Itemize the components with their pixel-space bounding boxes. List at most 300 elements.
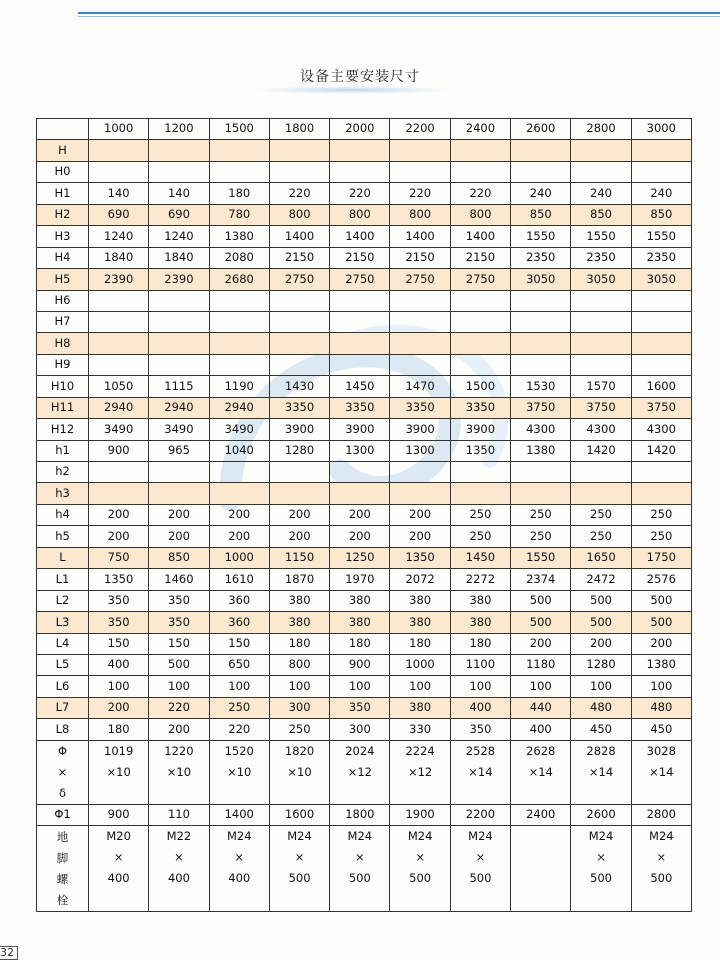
table-cell <box>390 311 450 332</box>
table-cell: 380 <box>330 612 390 633</box>
table-cell <box>390 354 450 375</box>
table-cell: 1600 <box>631 376 691 397</box>
table-cell: 3900 <box>269 419 329 440</box>
table-cell: 250 <box>450 504 510 525</box>
table-cell: 350 <box>89 612 149 633</box>
table-cell: 450 <box>571 719 631 740</box>
cell-line: × <box>355 850 365 865</box>
installation-dimensions-table <box>36 118 692 912</box>
table-cell: 3350 <box>450 397 510 418</box>
table-cell: 250 <box>269 719 329 740</box>
table-cell: 200 <box>269 504 329 525</box>
table-row <box>37 419 692 440</box>
table-cell: 1400 <box>269 226 329 247</box>
table-cell <box>571 740 631 804</box>
table-cell <box>631 483 691 504</box>
table-cell <box>269 290 329 311</box>
table-cell <box>149 140 209 161</box>
table-cell: 140 <box>89 183 149 204</box>
table-cell <box>631 354 691 375</box>
table-cell: 500 <box>149 654 209 675</box>
table-cell: 1380 <box>209 226 269 247</box>
table-cell: 1350 <box>89 569 149 590</box>
row-label: L1 <box>37 569 89 590</box>
page-title: 设备主要安装尺寸 <box>300 69 420 85</box>
table-cell: 1350 <box>450 440 510 461</box>
table-cell: 3490 <box>209 419 269 440</box>
table-cell <box>269 462 329 483</box>
table-cell <box>330 161 390 182</box>
table-cell <box>149 354 209 375</box>
table-cell: 1750 <box>631 547 691 568</box>
table-cell: 1100 <box>450 654 510 675</box>
cell-line: 1220 <box>164 743 194 758</box>
table-cell: 220 <box>269 183 329 204</box>
row-label-line: × <box>57 764 68 779</box>
table-cell <box>209 161 269 182</box>
row-label: H3 <box>37 226 89 247</box>
table-cell: 100 <box>450 676 510 697</box>
table-cell <box>511 161 571 182</box>
table-cell: 180 <box>89 719 149 740</box>
table-cell <box>89 740 149 804</box>
table-cell: 800 <box>269 204 329 225</box>
table-cell <box>269 483 329 504</box>
table-cell <box>450 290 510 311</box>
table-cell <box>149 740 209 804</box>
table-row <box>37 161 692 182</box>
row-label: H8 <box>37 333 89 354</box>
table-cell <box>390 140 450 161</box>
table-cell: 1250 <box>330 547 390 568</box>
table-cell: 3490 <box>149 419 209 440</box>
table-cell: 200 <box>631 633 691 654</box>
table-cell: 250 <box>209 697 269 718</box>
table-cell <box>149 161 209 182</box>
cell-line: ×10 <box>166 764 192 779</box>
table-cell: 2600 <box>571 804 631 825</box>
table-cell: 350 <box>450 719 510 740</box>
table-cell <box>390 740 450 804</box>
table-cell: 1240 <box>89 226 149 247</box>
table-cell: 240 <box>631 183 691 204</box>
phi1-row <box>37 804 692 825</box>
corner-cell <box>37 119 89 140</box>
row-label: L2 <box>37 590 89 611</box>
cell-line: ×10 <box>287 764 312 779</box>
table-row <box>37 569 692 590</box>
cell-line: × <box>294 850 305 865</box>
cell-line: 400 <box>167 871 190 886</box>
table-cell: 380 <box>390 612 450 633</box>
row-label: H4 <box>37 247 89 268</box>
cell-line: ×14 <box>649 764 674 779</box>
table-cell: 200 <box>89 526 149 547</box>
table-cell: 350 <box>149 612 209 633</box>
cell-line: 1019 <box>104 743 134 758</box>
table-cell: 330 <box>390 719 450 740</box>
table-cell: 2940 <box>209 397 269 418</box>
cell-line: 500 <box>590 871 612 886</box>
table-cell: 200 <box>89 697 149 718</box>
row-label-line: 栓 <box>56 892 69 907</box>
cell-line: 500 <box>409 871 432 886</box>
header-row <box>37 119 692 140</box>
table-cell: 100 <box>89 676 149 697</box>
cell-line: M22 <box>166 829 192 844</box>
table-cell: 1400 <box>330 226 390 247</box>
cell-line: 500 <box>288 871 311 886</box>
table-cell: 1550 <box>631 226 691 247</box>
table-cell <box>511 333 571 354</box>
row-label-line: δ <box>58 785 67 800</box>
table-cell <box>631 826 691 912</box>
table-cell: 1650 <box>571 547 631 568</box>
table-row <box>37 397 692 418</box>
table-cell: 1550 <box>511 547 571 568</box>
column-header: 2400 <box>450 119 510 140</box>
table-cell: 180 <box>269 633 329 654</box>
phi-row <box>37 740 692 804</box>
row-label-line: 脚 <box>56 850 69 865</box>
table-cell: 500 <box>511 590 571 611</box>
table-row <box>37 483 692 504</box>
table-cell: 380 <box>330 590 390 611</box>
table-cell <box>269 311 329 332</box>
table-cell: 3050 <box>631 269 691 290</box>
table-cell: 200 <box>571 633 631 654</box>
table-cell: 100 <box>390 676 450 697</box>
cell-line: 2224 <box>405 743 435 758</box>
table-cell: 1430 <box>269 376 329 397</box>
table-cell: 2272 <box>450 569 510 590</box>
table-cell <box>631 140 691 161</box>
table-cell: 220 <box>450 183 510 204</box>
table-row <box>37 504 692 525</box>
table-cell: 250 <box>631 526 691 547</box>
table-cell: 3900 <box>450 419 510 440</box>
cell-line: M24 <box>468 829 493 844</box>
table-cell <box>89 333 149 354</box>
table-cell <box>631 311 691 332</box>
table-cell <box>511 740 571 804</box>
table-cell: 1050 <box>89 376 149 397</box>
table-cell: 2390 <box>89 269 149 290</box>
cell-line: M24 <box>287 829 312 844</box>
table-cell: 1460 <box>149 569 209 590</box>
table-cell: 2374 <box>511 569 571 590</box>
table-cell <box>390 290 450 311</box>
table-cell <box>209 462 269 483</box>
table-row <box>37 462 692 483</box>
table-cell <box>330 290 390 311</box>
table-cell: 100 <box>269 676 329 697</box>
cell-line: 1520 <box>224 743 254 758</box>
table-cell: 500 <box>631 612 691 633</box>
table-cell <box>511 826 571 912</box>
table-row <box>37 204 692 225</box>
table-cell <box>89 161 149 182</box>
table-cell: 1610 <box>209 569 269 590</box>
row-label: L7 <box>37 697 89 718</box>
table-cell <box>149 333 209 354</box>
table-cell: 200 <box>330 526 390 547</box>
table-cell: 1280 <box>571 654 631 675</box>
table-cell <box>269 354 329 375</box>
table-cell: 1240 <box>149 226 209 247</box>
table-cell: 1600 <box>269 804 329 825</box>
table-cell <box>330 311 390 332</box>
table-cell: 500 <box>511 612 571 633</box>
table-cell <box>511 290 571 311</box>
table-cell: 850 <box>571 204 631 225</box>
table-cell: 3050 <box>571 269 631 290</box>
table-cell: 2200 <box>450 804 510 825</box>
cell-line: 500 <box>650 871 673 886</box>
table-cell <box>571 333 631 354</box>
row-label: H9 <box>37 354 89 375</box>
table-cell: 750 <box>89 547 149 568</box>
table-cell: 850 <box>631 204 691 225</box>
table-cell <box>89 826 149 912</box>
table-row <box>37 633 692 654</box>
table-cell: 1450 <box>450 547 510 568</box>
table-cell: 1000 <box>390 654 450 675</box>
table-row <box>37 612 692 633</box>
row-label: h4 <box>37 504 89 525</box>
table-cell <box>390 333 450 354</box>
row-label: h2 <box>37 462 89 483</box>
row-label: H5 <box>37 269 89 290</box>
table-cell: 1450 <box>330 376 390 397</box>
cell-line: × <box>656 850 667 865</box>
cell-line: ×14 <box>528 764 553 779</box>
table-cell: 1530 <box>511 376 571 397</box>
table-row <box>37 697 692 718</box>
table-cell: 2080 <box>209 247 269 268</box>
table-cell <box>571 290 631 311</box>
row-label: H6 <box>37 290 89 311</box>
table-cell: 1420 <box>631 440 691 461</box>
table-cell: 2400 <box>511 804 571 825</box>
table-cell <box>390 462 450 483</box>
table-cell <box>450 483 510 504</box>
table-cell <box>89 354 149 375</box>
table-row <box>37 226 692 247</box>
table-row <box>37 140 692 161</box>
table-cell <box>511 140 571 161</box>
row-label: h3 <box>37 483 89 504</box>
table-cell: 2350 <box>571 247 631 268</box>
table-cell: 3750 <box>571 397 631 418</box>
row-label: L <box>37 547 89 568</box>
row-label: H0 <box>37 161 89 182</box>
table-cell: 1870 <box>269 569 329 590</box>
table-cell: 500 <box>571 590 631 611</box>
table-cell <box>511 354 571 375</box>
table-cell: 2472 <box>571 569 631 590</box>
table-cell <box>450 311 510 332</box>
table-cell: 4300 <box>571 419 631 440</box>
cell-line: × <box>475 850 486 865</box>
row-label: H12 <box>37 419 89 440</box>
table-cell: 200 <box>149 719 209 740</box>
table-cell: 380 <box>390 590 450 611</box>
table-cell: 2576 <box>631 569 691 590</box>
table-cell <box>269 740 329 804</box>
cell-line: 1820 <box>284 743 315 758</box>
table-cell: 2940 <box>89 397 149 418</box>
table-cell: 380 <box>390 697 450 718</box>
table-cell: 1380 <box>631 654 691 675</box>
table-cell: 2072 <box>390 569 450 590</box>
table-cell: 480 <box>571 697 631 718</box>
table-cell: 1900 <box>390 804 450 825</box>
row-label-line: 地 <box>56 829 69 844</box>
table-cell <box>89 483 149 504</box>
cell-line: × <box>113 850 124 865</box>
table-cell: 350 <box>89 590 149 611</box>
table-cell <box>390 826 450 912</box>
table-body <box>37 119 692 912</box>
table-cell: 3050 <box>511 269 571 290</box>
table-cell: 1115 <box>149 376 209 397</box>
table-cell: 250 <box>571 504 631 525</box>
table-row <box>37 719 692 740</box>
table-cell: 690 <box>149 204 209 225</box>
table-row <box>37 590 692 611</box>
cell-line: × <box>596 850 606 865</box>
table-row <box>37 247 692 268</box>
table-cell <box>330 483 390 504</box>
table-cell <box>209 290 269 311</box>
table-cell: 200 <box>390 526 450 547</box>
table-cell: 220 <box>390 183 450 204</box>
cell-line: 2528 <box>465 743 496 758</box>
table-cell <box>269 333 329 354</box>
table-cell: 900 <box>89 804 149 825</box>
cell-line: M24 <box>347 829 373 844</box>
table-cell: 1150 <box>269 547 329 568</box>
table-cell <box>89 290 149 311</box>
table-cell: 200 <box>511 633 571 654</box>
table-cell: 250 <box>631 504 691 525</box>
table-cell: 150 <box>209 633 269 654</box>
table-cell: 180 <box>450 633 510 654</box>
table-cell: 3900 <box>330 419 390 440</box>
table-cell: 1300 <box>390 440 450 461</box>
table-cell: 180 <box>390 633 450 654</box>
table-cell <box>631 333 691 354</box>
table-cell: 200 <box>390 504 450 525</box>
row-label: H10 <box>37 376 89 397</box>
row-label: H <box>37 140 89 161</box>
table-cell: 250 <box>511 504 571 525</box>
table-row <box>37 333 692 354</box>
table-cell: 380 <box>269 612 329 633</box>
table-cell <box>571 826 631 912</box>
table-cell <box>631 161 691 182</box>
table-cell <box>149 826 209 912</box>
table-cell <box>571 462 631 483</box>
cell-line: ×14 <box>588 764 614 779</box>
table-row <box>37 290 692 311</box>
table-cell: 100 <box>511 676 571 697</box>
column-header: 2600 <box>511 119 571 140</box>
table-row <box>37 654 692 675</box>
table-cell: 2800 <box>631 804 691 825</box>
table-cell: 2940 <box>149 397 209 418</box>
table-cell: 150 <box>89 633 149 654</box>
table-cell: 360 <box>209 612 269 633</box>
column-header: 1200 <box>149 119 209 140</box>
table-cell <box>571 483 631 504</box>
cell-line: M20 <box>106 829 131 844</box>
table-cell <box>631 740 691 804</box>
table-cell: 1350 <box>390 547 450 568</box>
table-cell <box>571 140 631 161</box>
table-cell: 2150 <box>330 247 390 268</box>
table-cell: 110 <box>149 804 209 825</box>
table-cell: 1570 <box>571 376 631 397</box>
table-cell: 2150 <box>390 247 450 268</box>
table-cell: 2750 <box>450 269 510 290</box>
cell-line: 2828 <box>586 743 616 758</box>
table-cell: 2750 <box>390 269 450 290</box>
table-cell: 1840 <box>89 247 149 268</box>
table-cell: 100 <box>209 676 269 697</box>
table-cell <box>450 826 510 912</box>
table-cell: 1470 <box>390 376 450 397</box>
table-cell <box>571 161 631 182</box>
table-cell <box>89 462 149 483</box>
row-label: H2 <box>37 204 89 225</box>
table-cell <box>631 290 691 311</box>
table-cell: 500 <box>631 590 691 611</box>
table-cell: 200 <box>209 504 269 525</box>
table-cell <box>330 354 390 375</box>
table-cell: 1400 <box>450 226 510 247</box>
row-label: H1 <box>37 183 89 204</box>
table-cell: 1550 <box>571 226 631 247</box>
table-cell: 3750 <box>631 397 691 418</box>
column-header: 1800 <box>269 119 329 140</box>
table-cell: 800 <box>330 204 390 225</box>
table-cell: 1550 <box>511 226 571 247</box>
table-cell: 2350 <box>631 247 691 268</box>
table-cell: 690 <box>89 204 149 225</box>
table-cell: 300 <box>269 697 329 718</box>
table-cell <box>330 333 390 354</box>
table-cell: 1180 <box>511 654 571 675</box>
table-cell: 1970 <box>330 569 390 590</box>
table-cell <box>571 311 631 332</box>
table-cell: 200 <box>269 526 329 547</box>
table-cell: 1040 <box>209 440 269 461</box>
table-cell <box>511 311 571 332</box>
column-header: 2000 <box>330 119 390 140</box>
table-cell: 1380 <box>511 440 571 461</box>
table-cell <box>89 311 149 332</box>
table-cell: 450 <box>631 719 691 740</box>
table-row <box>37 547 692 568</box>
cell-line: 500 <box>348 871 371 886</box>
table-cell: 1400 <box>390 226 450 247</box>
row-label: H11 <box>37 397 89 418</box>
table-cell: 350 <box>330 697 390 718</box>
table-cell: 2750 <box>330 269 390 290</box>
table-cell <box>450 462 510 483</box>
